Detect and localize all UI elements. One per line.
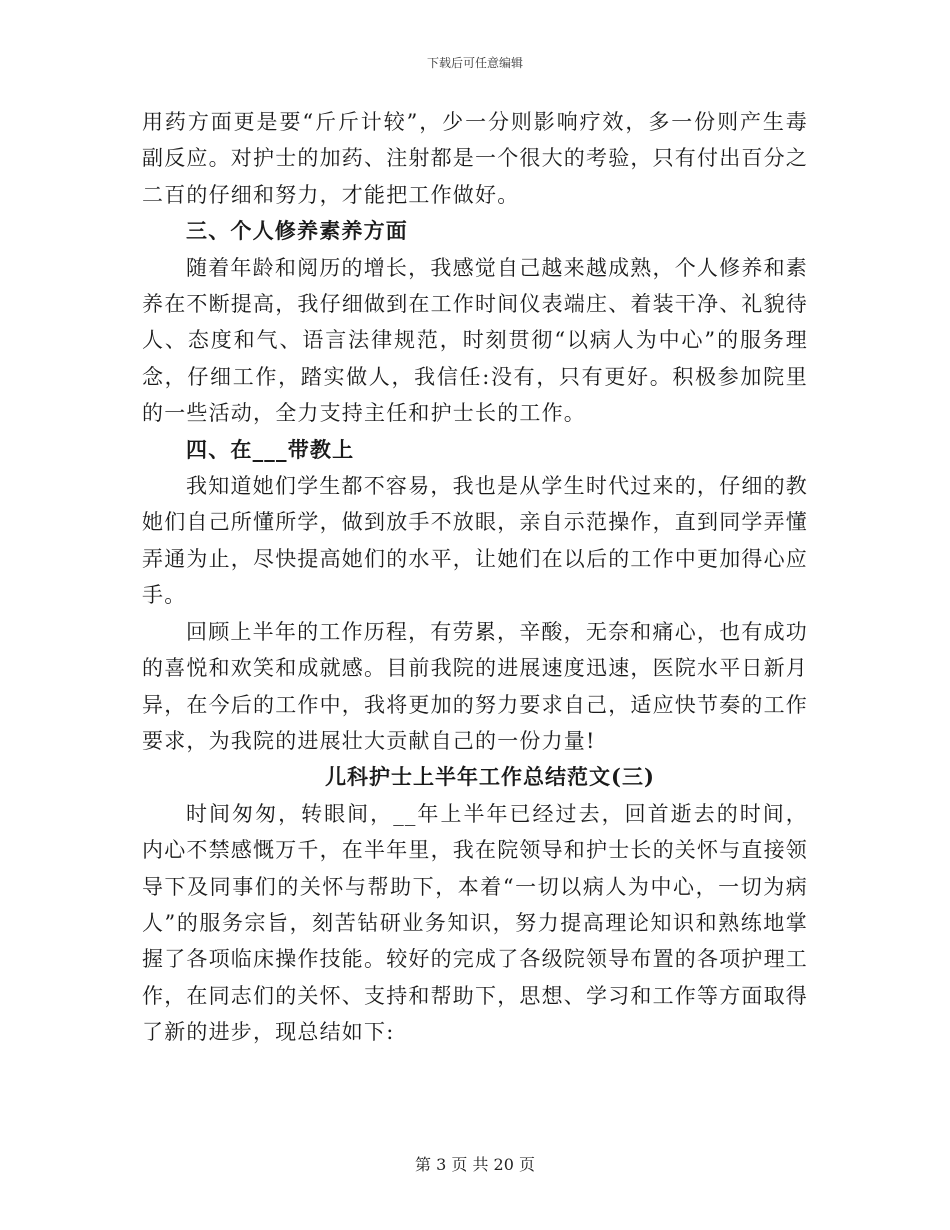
article-title: 儿科护士上半年工作总结范文(三) — [325, 764, 655, 790]
document-body — [142, 104, 808, 1051]
page-number: 第 3 页 共 20 页 — [415, 1155, 535, 1174]
paragraph-medication: 用药方面更是要“斤斤计较”，少一分则影响疗效，多一份则产生毒副反应。对护士的加药、注射都是一个很大的考验，只有付出百分之二百的仔细和努力，才能把工作做好。 — [142, 110, 808, 207]
section-heading-personal-cultivation: 三、个人修养素养方面 — [186, 218, 408, 244]
section-heading-teaching: 四、在___带教上 — [186, 436, 355, 462]
page-header-note: 下载后可任意编辑 — [426, 56, 523, 70]
paragraph-personal-cultivation: 随着年龄和阅历的增长，我感觉自己越来越成熟，个人修养和素养在不断提高，我仔细做到在工作时间仪表端庄、着装干净、礼貌待人、态度和气、语言法律规范，时刻贯彻“以病人为中心”的服务理念，仔细工作，踏实做人，我信任:没有，只有更好。积极参加院里的一些活动，全力支持主任和护士长的工作。 — [142, 255, 808, 426]
paragraph-teaching: 我知道她们学生都不容易，我也是从学生时代过来的，仔细的教她们自己所懂所学，做到放手不放眼，亲自示范操作，直到同学弄懂弄通为止，尽快提高她们的水平，让她们在以后的工作中更加得心应手。 — [142, 474, 808, 608]
paragraph-intro: 时间匆匆，转眼间，__年上半年已经过去，回首逝去的时间，内心不禁感慨万千，在半年里，我在院领导和护士长的关怀与直接领导下及同事们的关怀与帮助下，本着“一切以病人为中心，一切为病人”的服务宗旨，刻苦钻研业务知识，努力提高理论知识和熟练地掌握了各项临床操作技能。较好的完成了各级院领导布置的各项护理工作，在同志们的关怀、支持和帮助下，思想、学习和工作等方面取得了新的进步，现总结如下: — [142, 801, 808, 1045]
paragraph-review: 回顾上半年的工作历程，有劳累，辛酸，无奈和痛心，也有成功的喜悦和欢笑和成就感。目前我院的进展速度迅速，医院水平日新月异，在今后的工作中，我将更加的努力要求自己，适应快节奏的工作要求，为我院的进展壮大贡献自己的一份力量! — [142, 619, 808, 753]
